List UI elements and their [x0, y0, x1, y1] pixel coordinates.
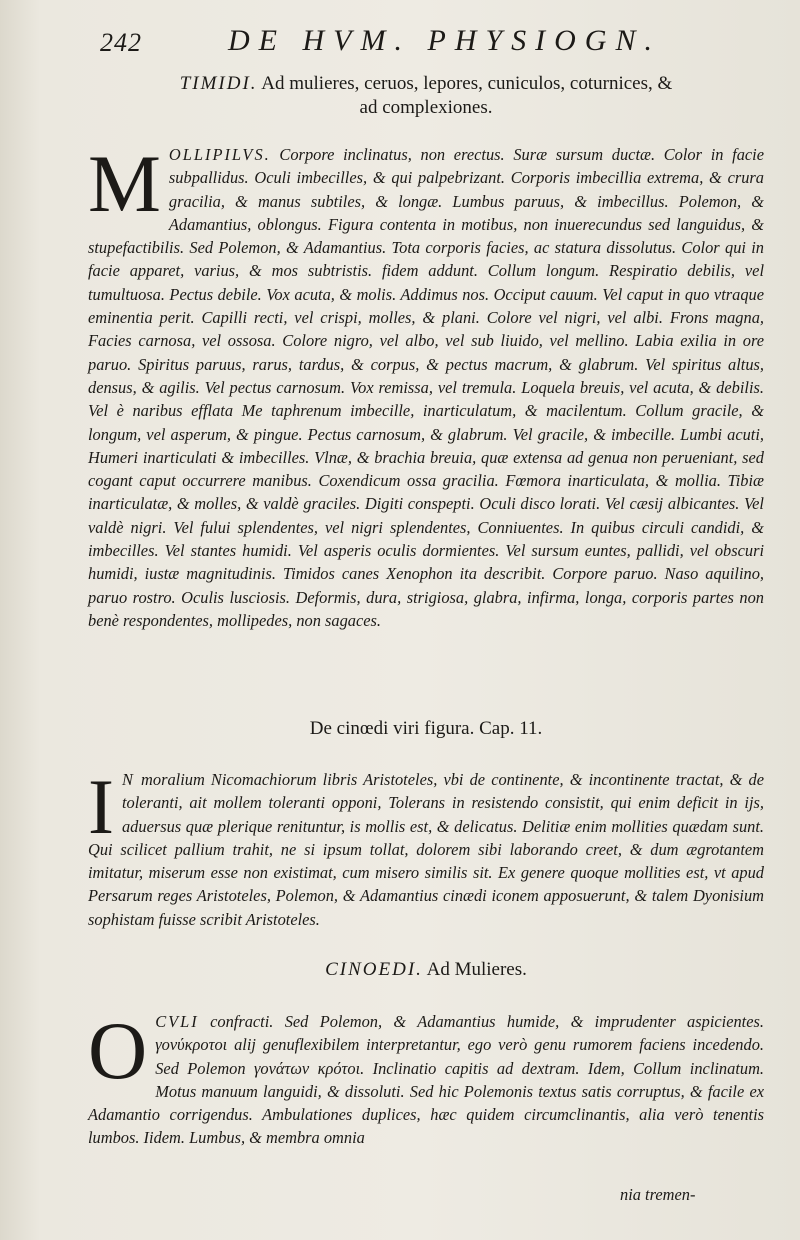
paragraph-lead: OLLIPILVS. — [168, 145, 271, 164]
running-title: DE HVM. PHYSIOGN. — [228, 24, 661, 57]
section-title-line2: ad complexiones. — [359, 97, 493, 118]
chapter-heading — [88, 718, 764, 740]
paragraph-aristoteles — [88, 763, 764, 931]
drop-capital: M — [88, 138, 161, 229]
paragraph-oculi — [88, 1005, 764, 1150]
paragraph-lead: N — [121, 770, 135, 789]
paragraph-mollipilus — [88, 138, 764, 632]
section-title-cinoedi — [88, 958, 764, 982]
section-title-rest: Ad Mulieres. — [422, 959, 527, 980]
section-title-caps: CINOEDI. — [325, 959, 423, 980]
section-title-timidi — [88, 72, 764, 120]
page-header — [100, 24, 720, 60]
chapter-title: De cinœdi viri figura. Cap. 11. — [309, 718, 543, 739]
page-number: 242 — [100, 28, 142, 57]
drop-capital: O — [88, 1005, 148, 1096]
drop-capital: I — [88, 763, 114, 850]
paragraph-lead: CVLI — [155, 1012, 199, 1031]
paragraph-text: confracti. Sed Polemon, & Adamantius humide, & imprudenter aspicientes. γονύκροτοι alij genuflexibilem interpretantur, ego verò genu rumorem faciens incedendo. Sed Polemon γονάτων κρότοι. Inclinatio capitis ad dextram. Idem, Collum inclinatum. Motus manuum languidi, & dissoluti. Sed hic Polemonis textus satis corruptus, & facile ex Adamantio corrigendus. Ambulationes duplices, hæc quidem circumclinantis, alia verò tenentis lumbos. Iidem. Lumbus, & membra omnia — [88, 1012, 764, 1148]
section-title-rest: Ad mulieres, ceruos, lepores, cuniculos, coturnices, & — [257, 73, 673, 94]
catchword: nia tremen- — [620, 1185, 696, 1204]
paragraph-text: Corpore inclinatus, non erectus. Suræ sursum ductæ. Color in facie subpallidus. Oculi imbecilles, & qui palpebrizant. Corporis imbecillia extrema, & crura gracilia, & manus subtiles, & longæ. Lumbus paruus, & imbecillus. Polemon, & Adamantius, oblongus. Figura contenta in motibus, non inuerecundus sed languidus, & stupefactibilis. Sed Polemon, & Adamantius. Tota corporis facies, ac statura dissolutus. Color qui in facie apparet, varius, & mos subtristis. fidem addunt. Collum longum. Respiratio debilis, vel tumultuosa. Pectus debile. Vox acuta, & molis. Addimus nos. Occiput cauum. Vel caput in quo vtraque eminentia perit. Capilli recti, vel crispi, molles, & plani. Colore vel nigri, vel albi. Frons magna, Facies carnosa, vel ossosa. Colore nigro, vel albo, vel sub liuido, vel mellino. Labia exilia in ore paruo. Spiritus paruus, rarus, tardus, & corpus, & pectus macrum, & glabrum. Vel spiritus altus, densus, & agilis. Vel pectus carnosum. Vox remissa, vel tremula. Loquela breuis, vel acuta, & debilis. Vel è naribus efflata Me taphrenum imbecille, inarticulatum, & macilentum. Collum gracile, & longum, vel asperum, & pingue. Pectus carnosum, & glabrum. Vel gracile, & imbecille. Lumbi acuti, Humeri inarticulati & imbecilles. Vlnæ, & brachia breuia, quæ extensa ad genua non perueniant, sed cogant caput occurrere manibus. Coxendicum ossa gracilia. Fœmora inarticulata, & mollia. Tibiæ inarticulatæ, & molles, & valdè graciles. Digiti conspepti. Oculi disco lorati. Vel cæsij albicantes. Vel valdè nigri. Vel fului splendentes, vel nigri splendentes, Conniuentes. In quibus circuli candidi, & imbecilles. Vel stantes humidi. Vel asperis oculis dormientes. Vel sursum euntes, pallidi, vel obscuri humidi, iustæ magnitudinis. Timidos canes Xenophon ita describit. Corpore paruo. Naso aquilino, paruo rostro. Oculis lusciosis. Deformis, dura, strigiosa, glabra, infirma, longa, corporis partes non benè respondentes, mollipedes, non sagaces. — [88, 145, 764, 630]
section-title-caps: TIMIDI. — [179, 73, 258, 94]
paragraph-text: moralium Nicomachiorum libris Aristoteles, vbi de continente, & incontinente tractat, & de toleranti, ait mollem toleranti opponi, Tolerans in resistendo consistit, qui enim deficit in ijs, aduersus quæ plerique renituntur, is mollis est, & delicatus. Delitiæ enim mollities quædam sunt. Qui scilicet pallium trahit, ne si ipsum tollat, dolorem sibi laborando creet, & dum ægrotantem imitatur, miserum esse non existimat, cum misero similis sit. Ex genere quoque mollities est, vt apud Persarum reges Aristoteles, Polemon, & Adamantius cinædi iconem apposuerunt, & talem Dyonisium sophistam fuisse scribit Aristoteles. — [88, 770, 764, 929]
